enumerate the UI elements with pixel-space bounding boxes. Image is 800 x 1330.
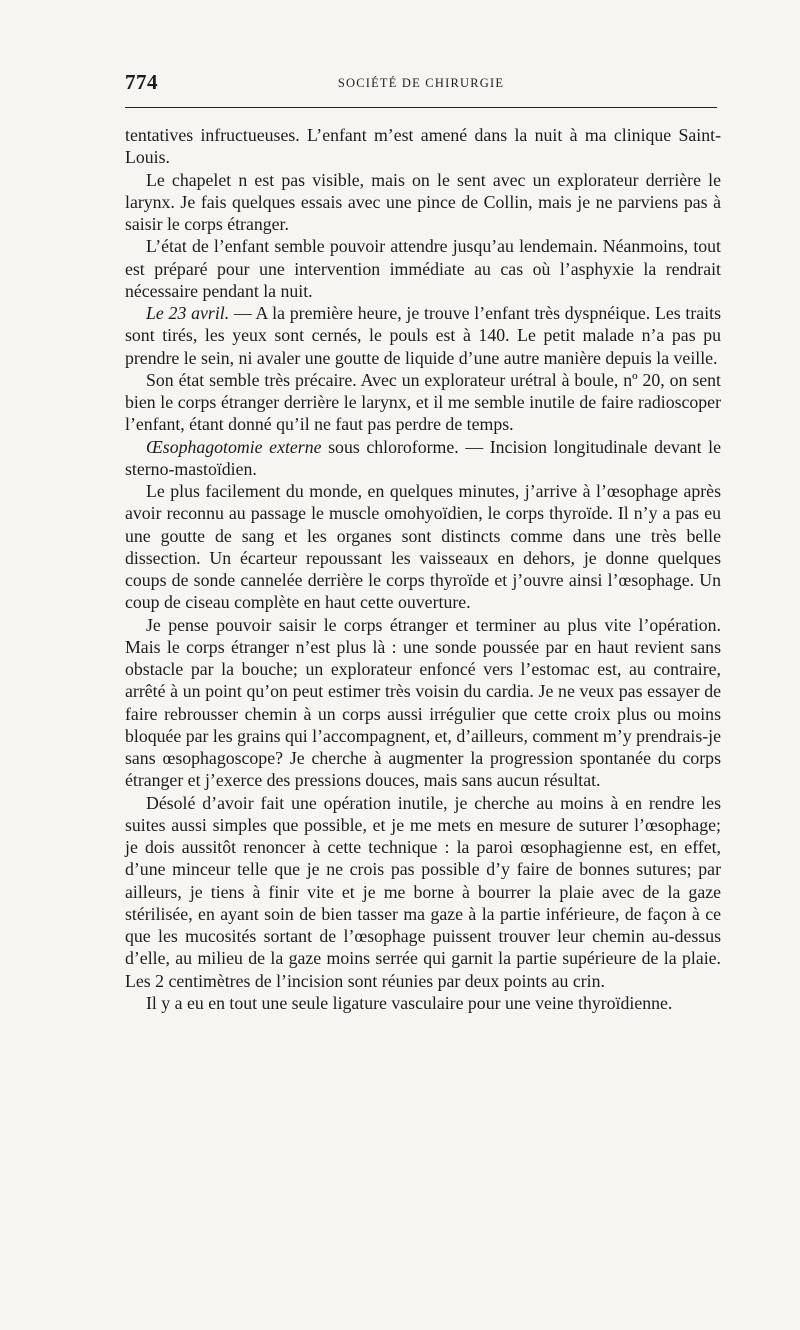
paragraph bbox=[125, 480, 721, 614]
paragraph-text: tentatives infructueuses. L’enfant m’est amené dans la nuit à ma clinique Saint-Louis. bbox=[125, 125, 721, 168]
paragraph-text: Son état semble très précaire. Avec un explorateur urétral à boule, nº 20, on sent bien le corps étranger derrière le larynx, et il me semble inutile de faire radioscoper l’enfant, étant donné qu’il ne faut pas perdre de temps. bbox=[125, 369, 721, 435]
running-title: SOCIÉTÉ DE CHIRURGIE bbox=[337, 76, 505, 90]
paragraph bbox=[125, 302, 721, 369]
body-text bbox=[125, 124, 721, 1014]
paragraph-text: Je pense pouvoir saisir le corps étranger et terminer au plus vite l’opération. Mais le corps étranger n’est plus là : une sonde poussée par en haut revient sans obstacle par la bouche; un explorateur enfoncé vers l’estomac est, au contraire, arrêté à un point qu’on peut estimer très voisin du cardia. Je ne veux pas essayer de faire rebrousser chemin à un corps aussi irrégulier que cette croix plus ou moins bloquée par les grains qui l’accompagnent, et, d’ailleurs, comment m’y prendrais-je sans œsophagoscope? Je cherche à augmenter la progression spontanée du corps étranger et j’exerce des pressions douces, mais sans aucun résultat. bbox=[125, 614, 721, 791]
paragraph bbox=[125, 235, 721, 302]
page-header bbox=[125, 70, 717, 94]
paragraph-text: — A la première heure, je trouve l’enfant très dyspnéique. Les traits sont tirés, les yeux sont cernés, le pouls est à 140. Le petit malade n’a pas pu prendre le sein, ni avaler une goutte de liquide d’une autre manière depuis la veille. bbox=[125, 303, 721, 368]
page-number: 774 bbox=[125, 70, 158, 94]
paragraph bbox=[125, 436, 721, 481]
date-heading: Le 23 avril. bbox=[146, 303, 230, 323]
paragraph bbox=[125, 124, 721, 169]
paragraph-text: Le chapelet n est pas visible, mais on le sent avec un explorateur derrière le larynx. Je fais quelques essais avec une pince de Collin, mais je ne parviens pas à saisir le corps étranger. bbox=[125, 169, 721, 234]
paragraph bbox=[125, 614, 721, 792]
paragraph-text: Le plus facilement du monde, en quelques minutes, j’arrive à l’œsophage après avoir reconnu au passage le muscle omohyoïdien, le corps thyroïde. Il n’y a pas eu une goutte de sang et les organes sont distincts comme dans une très belle dissection. Un écarteur repoussant les vaisseaux en dehors, je donne quelques coups de sonde cannelée derrière le corps thyroïde et j’ouvre ainsi l’œsophage. Un coup de ciseau complète en haut cette ouverture. bbox=[125, 481, 721, 613]
paragraph-text: sous chloroforme. — Incision longitudinale devant le sterno-mastoïdien. bbox=[125, 436, 721, 479]
paragraph bbox=[125, 169, 721, 236]
header-rule bbox=[125, 107, 717, 108]
paragraph bbox=[125, 369, 721, 436]
paragraph-text: Désolé d’avoir fait une opération inutile, je cherche au moins à en rendre les suites aussi simples que possible, et je me mets en mesure de suturer l’œsophage; je dois aussitôt renoncer à cette technique : la paroi œsophagienne est, en effet, d’une minceur telle que je ne crois pas possible d’y faire de bonnes sutures; par ailleurs, je tiens à finir vite et je me borne à bourrer la plaie avec de la gaze stérilisée, en ayant soin de bien tasser ma gaze à la partie inférieure, de façon à ce que les mucosités sortant de l’œsophage puissent trouver leur chemin au-dessus d’elle, au milieu de la gaze moins serrée qui garnit la partie supérieure de la plaie. Les 2 centimètres de l’incision sont réunies par deux points au crin. bbox=[125, 792, 721, 991]
paragraph bbox=[125, 992, 721, 1014]
procedure-heading: Œsophagotomie externe bbox=[146, 436, 322, 457]
paragraph-text: L’état de l’enfant semble pouvoir attendre jusqu’au lendemain. Néanmoins, tout est préparé pour une intervention immédiate au cas où l’asphyxie la rendrait nécessaire pendant la nuit. bbox=[125, 236, 721, 301]
paragraph bbox=[125, 792, 721, 992]
paragraph-text: Il y a eu en tout une seule ligature vasculaire pour une veine thyroïdienne. bbox=[146, 992, 673, 1013]
